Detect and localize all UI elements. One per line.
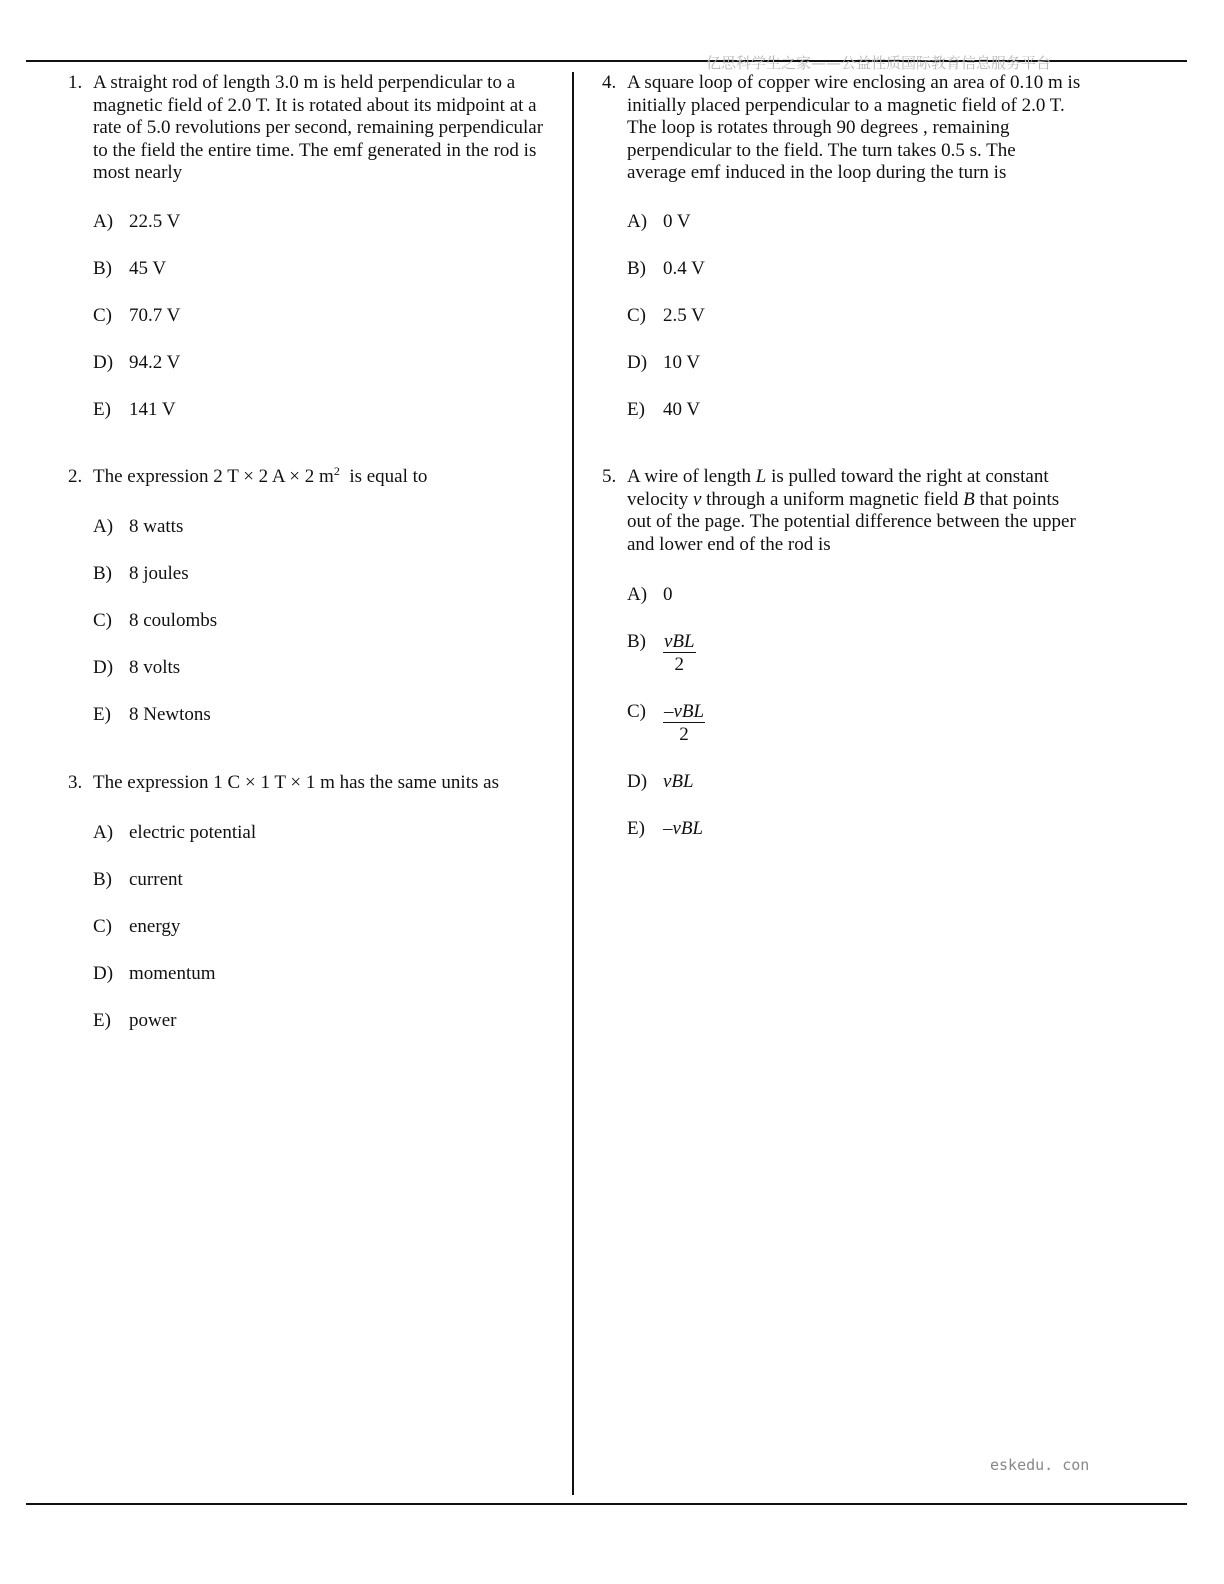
option-c[interactable]: C) energy (93, 916, 181, 937)
fraction: $\frac{\text{–vBL}}{2}$ (664, 701, 705, 745)
option-d[interactable]: D) momentum (93, 963, 216, 984)
option-d[interactable]: D) 94.2 V (93, 352, 181, 373)
bottom-rule (26, 1503, 1187, 1505)
option-e[interactable]: E) power (93, 1010, 177, 1031)
option-a[interactable]: A) electric potential (93, 822, 257, 843)
question-stem: The expression 1 C × 1 T × 1 m has the same units as (93, 772, 499, 793)
option-e[interactable]: E) 8 Newtons (93, 704, 211, 725)
option-e[interactable]: E) 141 V (93, 399, 176, 420)
question-stem: A straight rod of length 3.0 m is held perpendicular to a magnetic field of 2.0 T. It is rotated about its midpoint at a rate of 5.0 revolutions per second, remaining perpendicular to the field the entire time. The emf generated in the rod is most nearly (93, 72, 544, 184)
option-e[interactable]: E) 40 V (627, 399, 701, 420)
fraction: $\frac{\text{vBL}}{2}$ (664, 631, 695, 675)
option-c[interactable]: C) 2.5 V (627, 305, 705, 326)
question-number: 5. (602, 466, 617, 487)
question-4 (602, 72, 1112, 432)
question-stem: A square loop of copper wire enclosing an area of 0.10 m is initially placed perpendicular to a magnetic field of 2.0 T. The loop is rotates through 90 degrees , remaining perpendicular to the field. The turn takes 0.5 s. The average emf induced in the loop during the turn is (627, 72, 1081, 184)
question-5 (602, 466, 1112, 856)
header-watermark: 亿思科学生之家——公益性质国际教育信息服务平台 (706, 54, 1052, 72)
option-c[interactable]: C) $\frac{\text{–vBL}}{2}$ (627, 701, 705, 745)
option-a[interactable]: A) 22.5 V (93, 211, 181, 232)
option-e[interactable]: E) –vBL (627, 818, 704, 839)
option-c[interactable]: C) 8 coulombs (93, 610, 218, 631)
question-number: 3. (68, 772, 83, 793)
option-a[interactable]: A) 0 (627, 584, 673, 605)
option-d[interactable]: D) 10 V (627, 352, 701, 373)
question-number: 4. (602, 72, 617, 93)
question-3 (68, 772, 563, 1034)
question-stem: The expression 2 T × 2 A × 2 $m^2$ is equal to (93, 464, 428, 487)
option-b[interactable]: B) 0.4 V (627, 258, 705, 279)
option-b[interactable]: B) 45 V (93, 258, 167, 279)
column-divider (572, 72, 574, 1495)
option-d[interactable]: D) 8 volts (93, 657, 181, 678)
question-number: 1. (68, 72, 83, 93)
option-a[interactable]: A) 0 V (627, 211, 691, 232)
option-b[interactable]: B) 8 joules (93, 563, 189, 584)
option-b[interactable]: B) current (93, 869, 183, 890)
question-stem: A wire of length L is pulled toward the right at constant velocity v through a uniform magnetic field B that points out of the page. The potential difference between the upper and lower end of the rod is (627, 466, 1076, 555)
option-a[interactable]: A) 8 watts (93, 516, 184, 537)
footer-site: eskedu. con (990, 1456, 1090, 1474)
option-c[interactable]: C) 70.7 V (93, 305, 181, 326)
option-b[interactable]: B) $\frac{\text{vBL}}{2}$ (627, 631, 695, 675)
question-2 (68, 466, 563, 728)
question-number: 2. (68, 466, 83, 487)
option-d[interactable]: D) vBL (627, 771, 694, 792)
question-1 (68, 72, 563, 432)
